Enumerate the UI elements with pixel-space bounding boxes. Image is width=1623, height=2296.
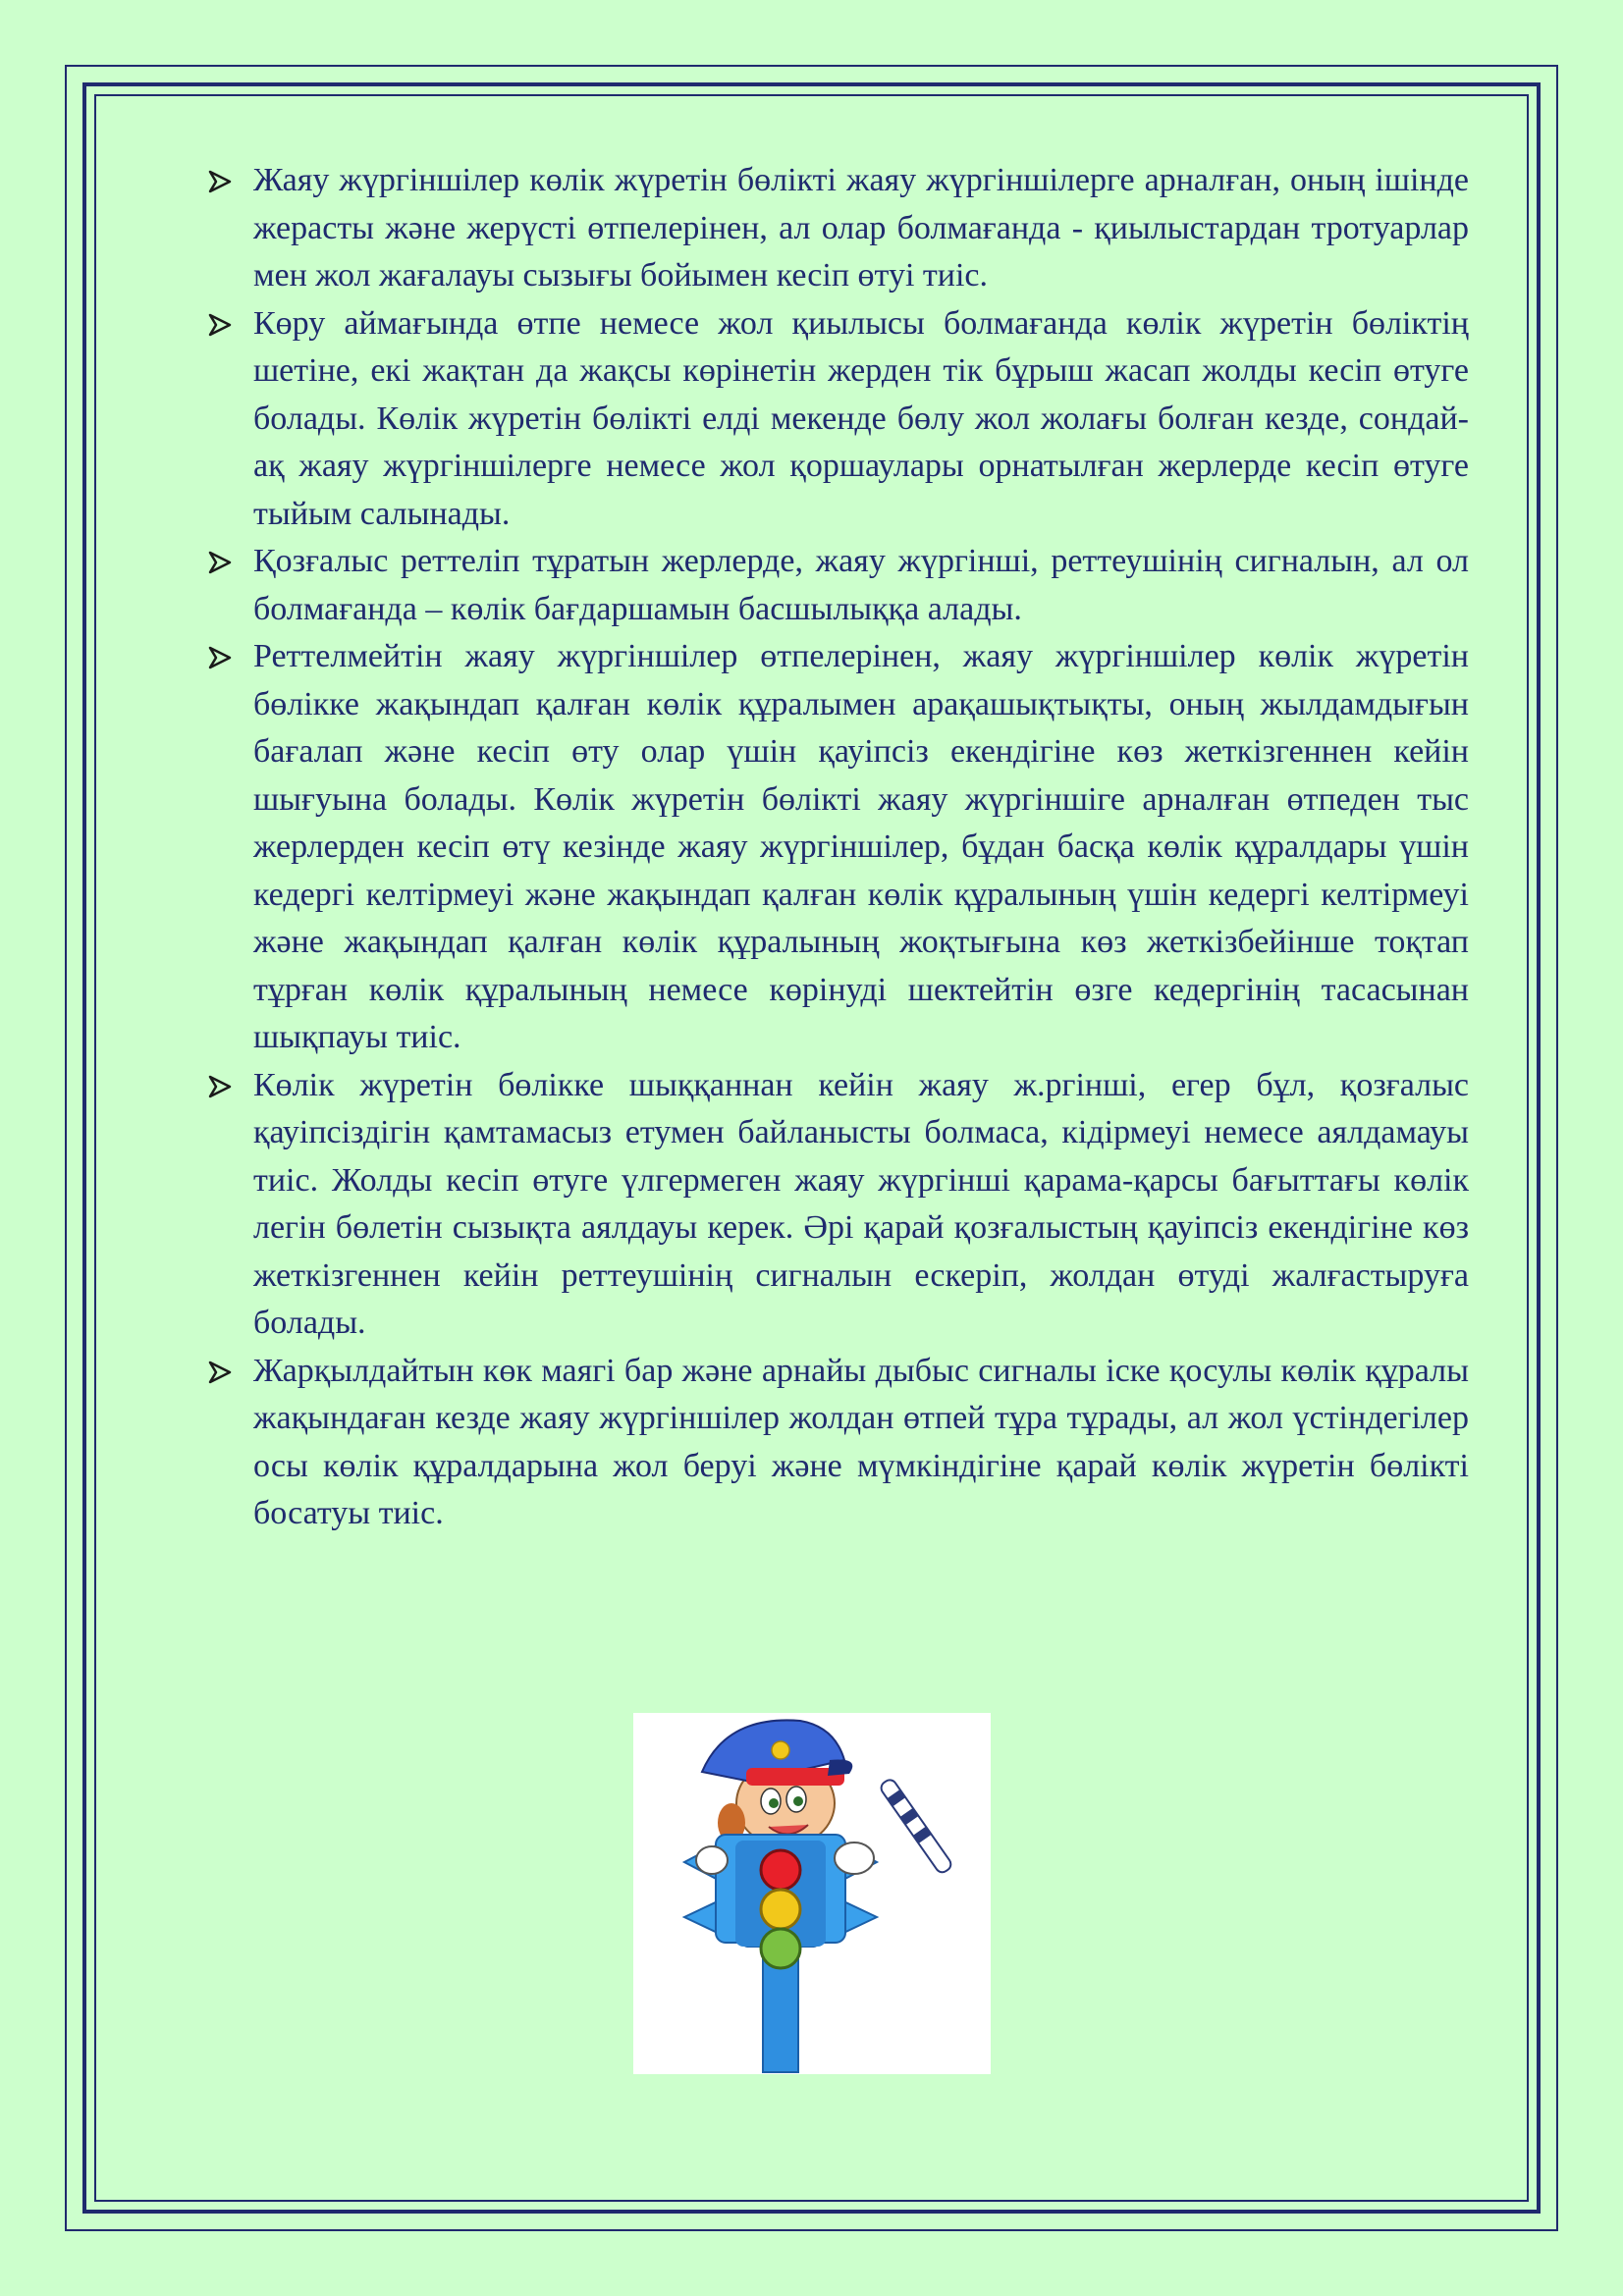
arrowhead-bullet-icon — [206, 538, 236, 585]
arrowhead-bullet-icon — [206, 1062, 236, 1109]
arrowhead-bullet-icon — [206, 300, 236, 347]
rule-item — [206, 538, 1469, 633]
rules-list — [206, 157, 1469, 1538]
rule-item — [206, 157, 1469, 300]
traffic-light-illustration — [633, 1713, 991, 2074]
traffic-light-boy-mascot-icon — [633, 1713, 991, 2074]
rule-text: Қозғалыс реттеліп тұратын жерлерде, жаяу жүргінші, реттеушінің сигналын, ал ол болмағанда – көлік бағдаршамын басшылыққа алады. — [253, 543, 1469, 627]
rule-text: Көру аймағында өтпе немесе жол қиылысы болмағанда көлік жүретін бөліктің шетіне, екі жақтан да жақсы көрінетін жерден тік бұрыш жасап жолды кесіп өтуге болады. Көлік жүретін бөлікті елді мекенде бөлу жол жолағы болған кезде, сондай-ақ жаяу жүргіншілерге немесе жол қоршаулары орнатылған жерлерде кесіп өтуге тыйым салынады. — [253, 304, 1469, 532]
rule-item — [206, 1348, 1469, 1538]
rule-item — [206, 1062, 1469, 1348]
arrowhead-bullet-icon — [206, 633, 236, 680]
rule-text: Реттелмейтін жаяу жүргіншілер өтпелерінен, жаяу жүргіншілер көлік жүретін бөлікке жақындап қалған көлік құралымен арақашықтықты, оның жылдамдығын бағалап және кесіп өту олар үшін қауіпсіз екендігіне көз жеткізгеннен кейін шығуына болады. Көлік жүретін бөлікті жаяу жүргіншіге арналған өтпеден тыс жерлерден кесіп өтү кезінде жаяу жүргіншілер, бұдан басқа көлік құралдары үшін кедергі келтірмеуі және жақындап қалған көлік құралының үшін кедергі келтірмеуі және жақындап қалған көлік құралының жоқтығына көз жеткізбейінше тоқтап тұрған көлік құралының немесе көрінуді шектейтін өзге кедергінің тасасынан шықпауы тиіс. — [253, 638, 1469, 1055]
rule-text: Көлік жүретін бөлікке шыққаннан кейін жаяу ж.ргінші, егер бұл, қозғалыс қауіпсіздігін қамтамасыз етумен байланысты болмаса, кідірмеуі немесе аялдамауы тиіс. Жолды кесіп өтуге үлгермеген жаяу жүргінші қарама-қарсы бағыттағы көлік легін бөлетін сызықта аялдауы керек. Әрі қарай қозғалыстың қауіпсіз екендігіне көз жеткізгеннен кейін реттеушінің сигналын ескеріп, жолдан өтуді жалғастыруға болады. — [253, 1066, 1469, 1341]
arrowhead-bullet-icon — [206, 1348, 236, 1395]
rule-text: Жарқылдайтын көк маягі бар және арнайы дыбыс сигналы іске қосулы көлік құралы жақындаған кезде жаяу жүргіншілер жолдан өтпей тұра тұрады, ал жол үстіндегілер осы көлік құралдарына жол беруі және мүмкіндігіне қарай көлік жүретін бөлікті босатуы тиіс. — [253, 1352, 1469, 1531]
rule-item — [206, 633, 1469, 1062]
arrowhead-bullet-icon — [206, 157, 236, 204]
rule-text: Жаяу жүргіншілер көлік жүретін бөлікті жаяу жүргіншілерге арналған, оның ішінде жерасты және жерүсті өтпелерінен, ал олар болмағанда - қиылыстардан тротуарлар мен жол жағалауы сызығы бойымен кесіп өтуі тиіс. — [253, 162, 1469, 294]
rule-item — [206, 300, 1469, 539]
